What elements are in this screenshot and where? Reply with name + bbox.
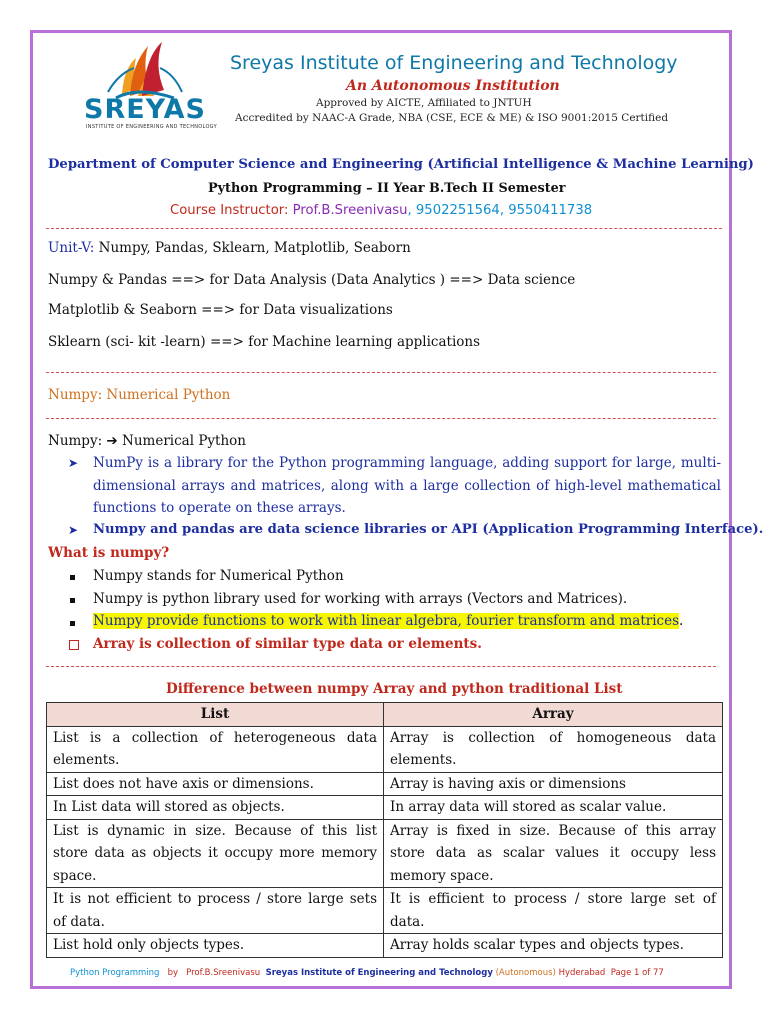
table-row — [47, 819, 723, 888]
unit-label: Unit-V: — [48, 240, 95, 256]
autonomous-label: An Autonomous Institution — [346, 78, 560, 94]
instructor-phones: , 9502251564, 9550411738 — [407, 203, 593, 218]
table-cell: In array data will stored as scalar value. — [384, 796, 723, 820]
table-row — [47, 726, 723, 772]
bullet-item-1: Numpy stands for Numerical Python — [93, 568, 344, 584]
square-bullet-icon — [70, 621, 75, 626]
logo-tagline: INSTITUTE OF ENGINEERING AND TECHNOLOGY — [86, 124, 217, 130]
table-row — [47, 934, 723, 958]
table-cell: Array is fixed in size. Because of this array store data as scalar values it occupy less memory space. — [384, 819, 723, 888]
numpy-text: Numerical Python — [117, 433, 246, 449]
footer-city: Hyderabad — [558, 968, 606, 978]
accreditation-line: Accredited by NAAC-A Grade, NBA (CSE, ECE & ME) & ISO 9001:2015 Certified — [235, 112, 669, 124]
divider — [46, 372, 716, 373]
highlighted-text: Numpy provide functions to work with linear algebra, fourier transform and matrices — [93, 613, 680, 629]
arrow-bullet-icon: ➤ — [68, 523, 79, 537]
instructor-name: Prof.B.Sreenivasu — [292, 203, 408, 218]
divider — [46, 228, 722, 229]
table-cell: It is not efficient to process / store large sets of data. — [47, 888, 384, 934]
table-cell: It is efficient to process / store large set of data. — [384, 888, 723, 934]
table-cell: Array is collection of homogeneous data elements. — [384, 726, 723, 772]
square-bullet-icon — [70, 598, 75, 603]
unit-line — [48, 240, 411, 256]
footer-autonomous: (Autonomous) — [495, 968, 556, 978]
instructor-label: Course Instructor: — [170, 203, 293, 218]
department-title: Department of Computer Science and Engineering (Artificial Intelligence & Machine Learning) — [48, 157, 754, 172]
section-heading: Numpy: Numerical Python — [48, 387, 231, 403]
arrow-bullet-icon: ➤ — [68, 456, 79, 470]
course-title: Python Programming – II Year B.Tech II Semester — [208, 181, 566, 196]
table-cell: List does not have axis or dimensions. — [47, 772, 384, 796]
table-cell: Array is having axis or dimensions — [384, 772, 723, 796]
approval-line: Approved by AICTE, Affiliated to JNTUH — [316, 97, 532, 109]
table-cell: List is a collection of heterogeneous data elements. — [47, 726, 384, 772]
info-line-3: Sklearn (sci- kit -learn) ==> for Machine learning applications — [48, 334, 481, 350]
footer-author: Prof.B.Sreenivasu — [186, 968, 261, 978]
table-row — [47, 796, 723, 820]
table-row — [47, 772, 723, 796]
numpy-description: NumPy is a library for the Python programming language, adding support for large, multi-dimensional arrays and matrices, along with a large collection of high-level mathematical functions to operate on these arrays. — [93, 455, 721, 516]
divider — [46, 666, 716, 667]
bullet-item-3-tail: . — [679, 613, 684, 629]
numpy-prefix: Numpy: — [48, 433, 107, 449]
page-footer — [70, 968, 664, 978]
table-cell: List hold only objects types. — [47, 934, 384, 958]
footer-page-number: Page 1 of 77 — [610, 968, 664, 978]
table-cell: In List data will stored as objects. — [47, 796, 384, 820]
table-cell: Array holds scalar types and objects types. — [384, 934, 723, 958]
info-line-2: Matplotlib & Seaborn ==> for Data visualizations — [48, 302, 393, 318]
bullet-item-2: Numpy is python library used for working with arrays (Vectors and Matrices). — [93, 591, 628, 607]
footer-subject: Python Programming — [70, 968, 160, 978]
what-is-numpy-heading: What is numpy? — [48, 545, 170, 561]
table-header-array: Array — [384, 703, 723, 727]
table-cell: List is dynamic in size. Because of this list store data as objects it occupy more memory space. — [47, 819, 384, 888]
table-header-row — [47, 703, 723, 727]
footer-institute: Sreyas Institute of Engineering and Technology — [265, 968, 493, 978]
numpy-line — [48, 433, 246, 449]
divider — [46, 418, 716, 419]
numpy-pandas-note: Numpy and pandas are data science libraries or API (Application Programming Interface). — [93, 522, 764, 537]
comparison-table — [46, 702, 723, 958]
course-instructor — [170, 203, 592, 218]
footer-by: by — [167, 968, 179, 978]
table-header-list: List — [47, 703, 384, 727]
table-row — [47, 888, 723, 934]
array-definition: Array is collection of similar type data or elements. — [93, 636, 482, 652]
institute-name: Sreyas Institute of Engineering and Technology — [230, 52, 678, 74]
info-line-1: Numpy & Pandas ==> for Data Analysis (Data Analytics ) ==> Data science — [48, 272, 576, 288]
checkbox-bullet-icon — [69, 640, 79, 650]
table-title: Difference between numpy Array and python traditional List — [166, 681, 623, 697]
bullet-item-3 — [93, 613, 683, 629]
right-arrow-icon: ➔ — [106, 433, 118, 449]
logo-brand: SREYAS — [84, 94, 206, 125]
unit-topics: Numpy, Pandas, Sklearn, Matplotlib, Seaborn — [94, 240, 411, 256]
square-bullet-icon — [70, 575, 75, 580]
